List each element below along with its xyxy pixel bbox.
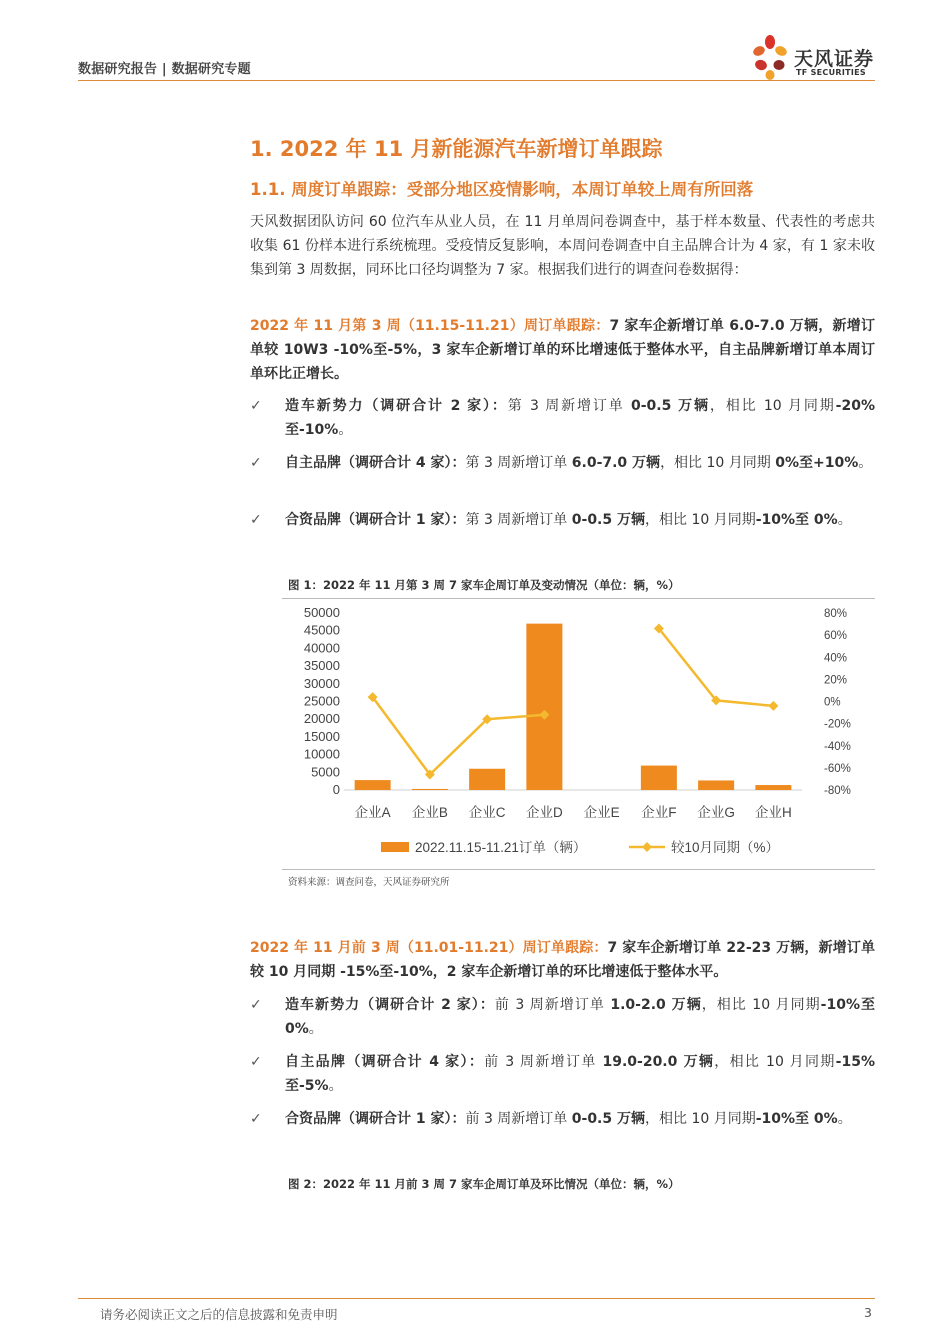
- bar-企业H: [755, 785, 791, 790]
- legend-line-label: 较10月同期（%）: [671, 840, 780, 855]
- figure1-chart: [282, 600, 875, 865]
- y-left-tick-label: 20000: [303, 711, 340, 727]
- week3-summary-paragraph: [250, 314, 875, 386]
- cumulative-bullet-joint-venture: [250, 1107, 875, 1131]
- bullet-value: 19.0-20.0 万辆: [602, 1054, 715, 1070]
- bullet-value: 0-0.5 万辆: [571, 512, 645, 528]
- y-left-tick-label: 25000: [303, 693, 340, 709]
- bullet-text: ，相比 10 月同期: [645, 1111, 756, 1127]
- bullet-value: 6.0-7.0 万辆: [571, 455, 661, 471]
- bullet-text: 。: [308, 1021, 323, 1037]
- bullet-label: 自主品牌（调研合计 4 家）：: [285, 1054, 485, 1070]
- bar-企业D: [526, 624, 562, 790]
- logo-chinese-name: 天风证券: [794, 48, 875, 70]
- y-right-tick-label: 40%: [824, 652, 848, 665]
- bullet-text: ，相比 10 月同期: [660, 455, 776, 471]
- bar-企业C: [469, 769, 505, 790]
- line-series-segment: [659, 628, 774, 705]
- bullet-text: 。: [858, 455, 873, 471]
- section-heading: 1. 2022 年 11 月新能源汽车新增订单跟踪: [250, 137, 663, 161]
- bullet-value: 0-0.5 万辆: [571, 1111, 645, 1127]
- week3-bullet-new-forces: [250, 394, 875, 442]
- cumulative-lead: 2022 年 11 月前 3 周（11.01-11.21）周订单跟踪：: [250, 940, 608, 956]
- y-right-tick-label: -20%: [824, 718, 851, 731]
- check-icon: ✓: [250, 398, 262, 414]
- legend-line-marker: [642, 842, 652, 852]
- flower-logo-icon: [748, 32, 794, 82]
- y-left-tick-label: 15000: [303, 728, 340, 744]
- bullet-text: ，相比 10 月同期: [714, 1054, 836, 1070]
- cumulative-summary: 7 家车企新增订单 22-23 万辆，新增订单较 10 月同期 -15%至-10%，2 家车企新增订单的环比增速低于整体水平。: [250, 940, 876, 980]
- bullet-text: ，相比 10 月同期: [709, 398, 836, 414]
- bullet-change: -15%至-5%: [285, 1054, 875, 1094]
- bullet-value: 1.0-2.0 万辆: [610, 997, 702, 1013]
- bullet-label: 自主品牌（调研合计 4 家）：: [285, 455, 466, 471]
- bullet-text: 第 3 周新增订单: [465, 455, 572, 471]
- week3-bullet-joint-venture: [250, 508, 875, 532]
- bullet-text: 第 3 周新增订单: [465, 512, 572, 528]
- bar-企业A: [355, 780, 391, 790]
- bullet-text: 。: [338, 422, 353, 438]
- bullet-change: -10%至 0%: [755, 512, 838, 528]
- week3-summary: 7 家车企新增订单 6.0-7.0 万辆，新增订单较 10W3 -10%至-5%，3 家车企新增订单的环比增速低于整体水平，自主品牌新增订单本周订单环比正增长。: [250, 318, 875, 382]
- figure1-bottom-rule: [282, 869, 875, 870]
- intro-paragraph: 天风数据团队访问 60 位汽车从业人员，在 11 月单周问卷调查中，基于样本数量、代表性的考虑共收集 61 份样本进行系统梳理。受疫情反复影响，本周问卷调查中自主品牌合计为 4 家，有 1 家未收集到第 3 周数据，同环比口径均调整为 7 家。根据我们进行的调查问卷数据得：: [250, 214, 875, 278]
- x-tick-label: 企业C: [468, 805, 506, 820]
- cumulative-bullet-domestic: [250, 1050, 875, 1098]
- bullet-label: 合资品牌（调研合计 1 家）：: [285, 512, 466, 528]
- tf-securities-logo: [748, 32, 878, 82]
- y-left-tick-label: 50000: [303, 605, 340, 620]
- bullet-text: 第 3 周新增订单: [507, 398, 631, 414]
- bullet-change: -10%至 0%: [755, 1111, 838, 1127]
- x-tick-label: 企业D: [526, 805, 563, 820]
- y-left-tick-label: 35000: [303, 658, 340, 674]
- bullet-text: 前 3 周新增订单: [484, 1054, 603, 1070]
- bullet-text: 。: [837, 1111, 852, 1127]
- report-header-title: 数据研究报告 | 数据研究专题: [78, 62, 251, 77]
- figure1-title: 图 1：2022 年 11 月第 3 周 7 家车企周订单及变动情况（单位：辆，%）: [288, 578, 680, 592]
- header-divider: [78, 80, 875, 81]
- y-right-tick-label: 60%: [824, 630, 848, 643]
- bullet-change: -10%至 0%: [285, 997, 876, 1037]
- y-left-tick-label: 30000: [303, 675, 340, 691]
- footer-disclaimer: 请务必阅读正文之后的信息披露和免责申明: [100, 1307, 338, 1322]
- figure2-title: 图 2：2022 年 11 月前 3 周 7 家车企周订单及环比情况（单位：辆，%）: [288, 1177, 680, 1191]
- week3-bullet-domestic: [250, 451, 875, 475]
- page-number: 3: [864, 1305, 872, 1320]
- y-right-tick-label: 20%: [824, 674, 848, 687]
- bullet-text: 。: [837, 512, 852, 528]
- y-right-tick-label: 0%: [824, 696, 841, 709]
- bullet-change: 0%至+10%: [775, 455, 859, 471]
- check-icon: ✓: [250, 455, 262, 471]
- x-tick-label: 企业F: [641, 805, 677, 820]
- y-left-tick-label: 45000: [303, 622, 340, 638]
- bullet-text: ，相比 10 月同期: [701, 997, 821, 1013]
- bar-企业G: [698, 780, 734, 790]
- y-left-tick-label: 5000: [311, 764, 340, 780]
- bullet-label: 造车新势力（调研合计 2 家）：: [285, 997, 495, 1013]
- bullet-text: 。: [328, 1078, 343, 1094]
- footer-divider: [78, 1298, 875, 1299]
- legend-bar-swatch: [381, 842, 409, 852]
- figure1-top-rule: [282, 598, 875, 599]
- cumulative-bullet-new-forces: [250, 993, 875, 1041]
- x-tick-label: 企业B: [411, 805, 448, 820]
- y-right-tick-label: 80%: [824, 608, 848, 620]
- figure1-source: 资料来源：调查问卷，天风证券研究所: [288, 877, 450, 888]
- legend-bar-label: 2022.11.15-11.21订单（辆）: [415, 840, 587, 855]
- check-icon: ✓: [250, 1054, 262, 1070]
- y-right-tick-label: -80%: [824, 785, 851, 797]
- check-icon: ✓: [250, 512, 262, 528]
- cumulative-summary-paragraph: [250, 936, 875, 984]
- bullet-text: 前 3 周新增订单: [494, 997, 611, 1013]
- x-tick-label: 企业A: [354, 805, 391, 820]
- bullet-label: 合资品牌（调研合计 1 家）：: [285, 1111, 466, 1127]
- bar-企业B: [412, 789, 448, 790]
- line-point-企业H: [768, 701, 778, 711]
- bullet-change: -20%至-10%: [285, 398, 875, 438]
- y-left-tick-label: 10000: [303, 746, 340, 762]
- x-tick-label: 企业E: [583, 805, 620, 820]
- week3-lead: 2022 年 11 月第 3 周（11.15-11.21）周订单跟踪：: [250, 318, 610, 334]
- logo-english-name: TF SECURITIES: [796, 68, 866, 77]
- y-left-tick-label: 40000: [303, 640, 340, 656]
- bullet-text: ，相比 10 月同期: [645, 512, 756, 528]
- y-right-tick-label: -60%: [824, 762, 851, 775]
- y-left-tick-label: 0: [332, 782, 340, 797]
- line-series-segment: [373, 697, 545, 774]
- bullet-label: 造车新势力（调研合计 2 家）：: [285, 398, 508, 414]
- check-icon: ✓: [250, 997, 262, 1013]
- check-icon: ✓: [250, 1111, 262, 1127]
- bar-企业F: [641, 766, 677, 790]
- bullet-text: 前 3 周新增订单: [465, 1111, 572, 1127]
- bullet-value: 0-0.5 万辆: [630, 398, 710, 414]
- subsection-heading: 1.1. 周度订单跟踪：受部分地区疫情影响，本周订单较上周有所回落: [250, 180, 754, 199]
- x-tick-label: 企业G: [697, 805, 735, 820]
- y-right-tick-label: -40%: [824, 740, 851, 753]
- x-tick-label: 企业H: [755, 805, 792, 820]
